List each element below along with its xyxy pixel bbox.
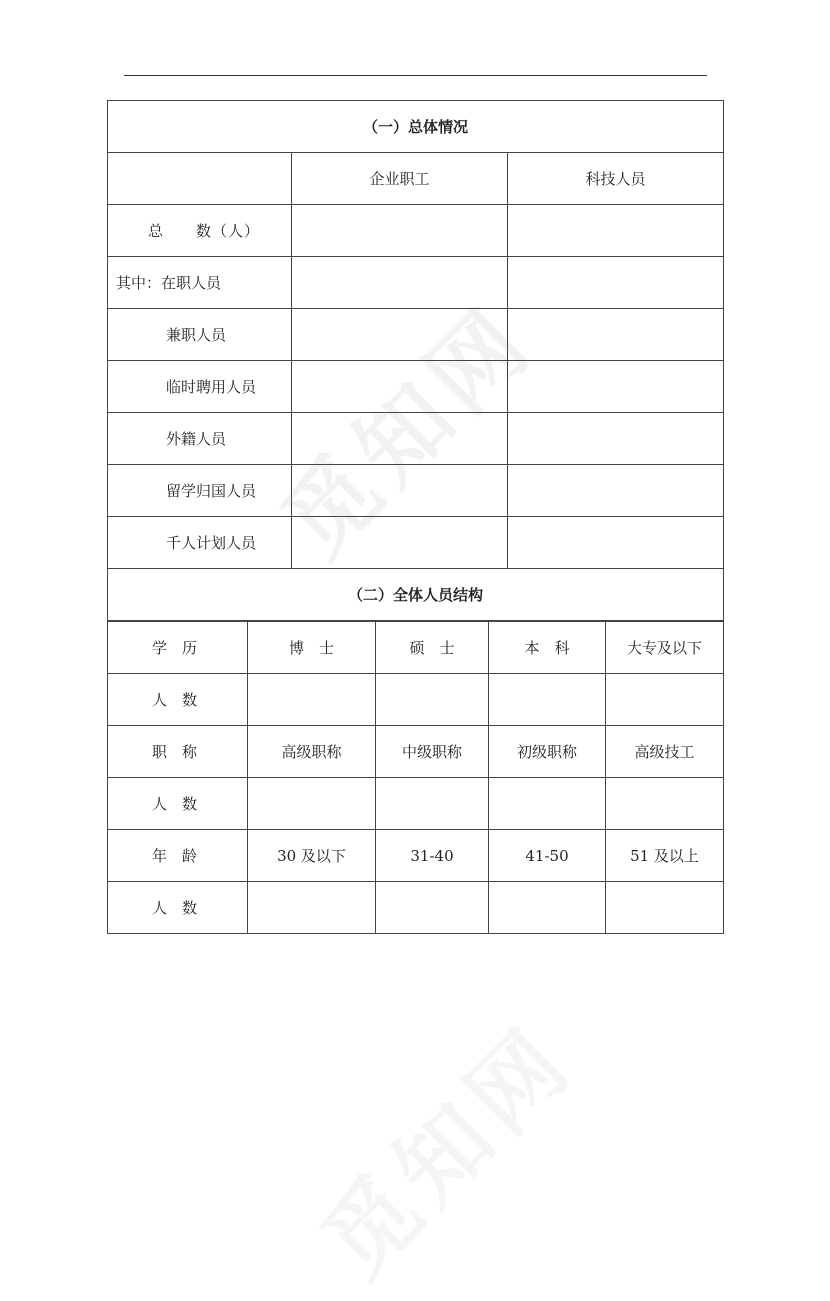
input-cell[interactable]: [606, 674, 724, 726]
table-row: [108, 205, 724, 257]
input-cell[interactable]: [292, 309, 508, 361]
input-cell[interactable]: [508, 361, 724, 413]
row-label-count: 人 数: [108, 778, 248, 830]
row-label-total: 总 数（人）: [108, 205, 292, 257]
table-row: [108, 830, 724, 882]
input-cell[interactable]: [606, 882, 724, 934]
input-cell[interactable]: [292, 517, 508, 569]
col-senior-technician: 高级技工: [606, 726, 724, 778]
input-cell[interactable]: [489, 674, 606, 726]
table-row: [108, 465, 724, 517]
input-cell[interactable]: [292, 205, 508, 257]
row-label-education: 学 历: [108, 622, 248, 674]
structure-table: [107, 621, 724, 934]
row-label-in-service: 其中：在职人员: [108, 257, 292, 309]
overview-table: [107, 100, 724, 621]
col-age-51-above: 51 及以上: [606, 830, 724, 882]
header-rule: [124, 75, 707, 76]
input-cell[interactable]: [606, 778, 724, 830]
col-age-31-40: 31-40: [376, 830, 489, 882]
col-header-employees: 企业职工: [292, 153, 508, 205]
row-label-temporary: 临时聘用人员: [108, 361, 292, 413]
table-row: [108, 309, 724, 361]
input-cell[interactable]: [508, 517, 724, 569]
row-label-thousand-talents: 千人计划人员: [108, 517, 292, 569]
section-title-structure: （二）全体人员结构: [108, 569, 724, 621]
table-row: [108, 257, 724, 309]
watermark-bottom: [288, 991, 598, 1301]
input-cell[interactable]: [508, 257, 724, 309]
input-cell[interactable]: [508, 205, 724, 257]
table-row: [108, 517, 724, 569]
section-title-overview: （一）总体情况: [108, 101, 724, 153]
row-label-foreign: 外籍人员: [108, 413, 292, 465]
col-college: 大专及以下: [606, 622, 724, 674]
table-row: [108, 413, 724, 465]
input-cell[interactable]: [508, 413, 724, 465]
col-bachelor: 本 科: [489, 622, 606, 674]
table-row: [108, 569, 724, 621]
col-mid-title: 中级职称: [376, 726, 489, 778]
input-cell[interactable]: [292, 413, 508, 465]
table-row: [108, 361, 724, 413]
table-row: [108, 726, 724, 778]
input-cell[interactable]: [489, 882, 606, 934]
col-senior-title: 高级职称: [248, 726, 376, 778]
empty-header-cell: [108, 153, 292, 205]
input-cell[interactable]: [376, 778, 489, 830]
input-cell[interactable]: [248, 674, 376, 726]
col-master: 硕 士: [376, 622, 489, 674]
input-cell[interactable]: [292, 257, 508, 309]
row-label-age: 年 龄: [108, 830, 248, 882]
input-cell[interactable]: [508, 465, 724, 517]
input-cell[interactable]: [376, 882, 489, 934]
row-label-returnees: 留学归国人员: [108, 465, 292, 517]
table-row: [108, 882, 724, 934]
col-doctor: 博 士: [248, 622, 376, 674]
table-row: [108, 674, 724, 726]
input-cell[interactable]: [248, 882, 376, 934]
table-row: [108, 153, 724, 205]
input-cell[interactable]: [292, 361, 508, 413]
col-header-tech-staff: 科技人员: [508, 153, 724, 205]
input-cell[interactable]: [292, 465, 508, 517]
table-row: [108, 622, 724, 674]
table-row: [108, 101, 724, 153]
input-cell[interactable]: [489, 778, 606, 830]
col-junior-title: 初级职称: [489, 726, 606, 778]
input-cell[interactable]: [508, 309, 724, 361]
input-cell[interactable]: [248, 778, 376, 830]
input-cell[interactable]: [376, 674, 489, 726]
col-age-41-50: 41-50: [489, 830, 606, 882]
col-age-30-below: 30 及以下: [248, 830, 376, 882]
row-label-title: 职 称: [108, 726, 248, 778]
table-row: [108, 778, 724, 830]
row-label-count: 人 数: [108, 882, 248, 934]
row-label-part-time: 兼职人员: [108, 309, 292, 361]
watermark: 觅知网: [262, 285, 555, 578]
row-label-count: 人 数: [108, 674, 248, 726]
